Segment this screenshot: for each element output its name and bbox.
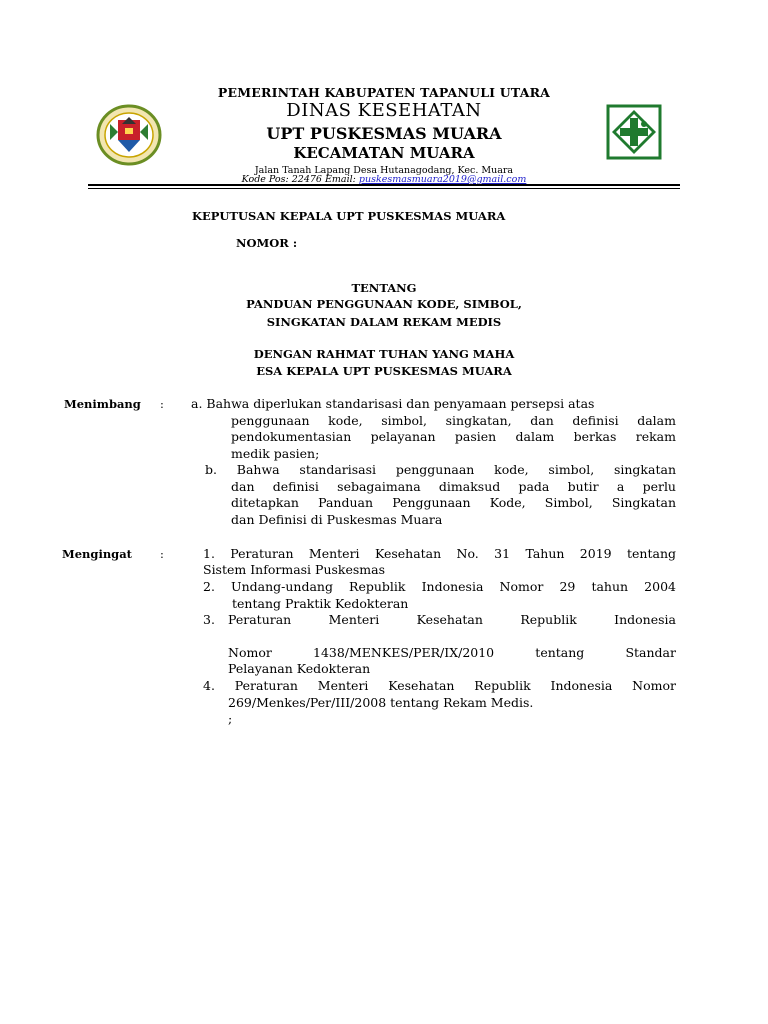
menimbang-a-line-2: penggunaan kode, simbol, singkatan, dan definisi dalam [231,413,676,428]
mengingat-item-4-line-1: 4. Peraturan Menteri Kesehatan Republik Indonesia Nomor [203,678,676,693]
letterhead-agency: DINAS KESEHATAN [286,100,482,121]
mengingat-item-4-line-3: ; [228,711,233,726]
mengingat-item-3-number: 3. [203,612,215,627]
mengingat-item-3-line-2: Nomor 1438/MENKES/PER/IX/2010 tentang Standar [228,645,676,660]
letterhead-government: PEMERINTAH KABUPATEN TAPANULI UTARA [217,85,551,100]
mengingat-item-1-line-2: Sistem Informasi Puskesmas [203,562,386,577]
menimbang-label: Menimbang [64,397,141,411]
menimbang-a-line-3: pendokumentasian pelayanan pasien dalam berkas rekam [231,429,676,444]
letterhead-divider-thick [88,184,680,186]
postal-code-text: Kode Pos: 22476 Email: [241,174,359,185]
subject-line-1: PANDUAN PENGGUNAAN KODE, SIMBOL, [246,297,522,311]
letterhead-unit: UPT PUSKESMAS MUARA [266,124,502,143]
email-link[interactable]: puskesmasmuara2019@gmail.com [358,174,527,185]
menimbang-b-line-2: dan definisi sebagaimana dimaksud pada butir a perlu [231,479,676,494]
letterhead-district: KECAMATAN MUARA [293,144,475,162]
mengingat-label: Mengingat [62,547,132,561]
menimbang-b-line-3: ditetapkan Panduan Penggunaan Kode, Simbol, Singkatan [231,495,676,510]
grace-line-2: ESA KEPALA UPT PUSKESMAS MUARA [256,364,512,378]
decree-title: KEPUTUSAN KEPALA UPT PUSKESMAS MUARA [192,209,506,223]
mengingat-item-2-line-2: tentang Praktik Kedokteran [232,596,409,611]
menimbang-a-line-1: a. Bahwa diperlukan standarisasi dan penyamaan persepsi atas [191,396,595,411]
letterhead-address: Jalan Tanah Lapang Desa Hutanagodang, Kec. Muara [254,165,514,176]
mengingat-item-2-line-1: 2. Undang-undang Republik Indonesia Nomor 29 tahun 2004 [203,579,676,594]
about-heading: TENTANG [351,281,417,295]
mengingat-item-3-line-3: Pelayanan Kedokteran [228,661,371,676]
menimbang-colon: : [160,397,164,411]
menimbang-a-line-4: medik pasien; [231,446,320,461]
menimbang-b-line-1: b. Bahwa standarisasi penggunaan kode, simbol, singkatan [205,462,676,477]
mengingat-item-3-line-1: Peraturan Menteri Kesehatan Republik Indonesia [228,612,676,627]
subject-line-2: SINGKATAN DALAM REKAM MEDIS [266,315,502,329]
menimbang-b-line-4: dan Definisi di Puskesmas Muara [231,512,443,527]
mengingat-colon: : [160,547,164,561]
letterhead-divider-thin [88,188,680,189]
grace-line-1: DENGAN RAHMAT TUHAN YANG MAHA [253,347,515,361]
decree-number: NOMOR : [236,236,298,250]
mengingat-item-4-line-2: 269/Menkes/Per/III/2008 tentang Rekam Medis. [228,695,534,710]
mengingat-item-1-line-1: 1. Peraturan Menteri Kesehatan No. 31 Tahun 2019 tentang [203,546,676,561]
